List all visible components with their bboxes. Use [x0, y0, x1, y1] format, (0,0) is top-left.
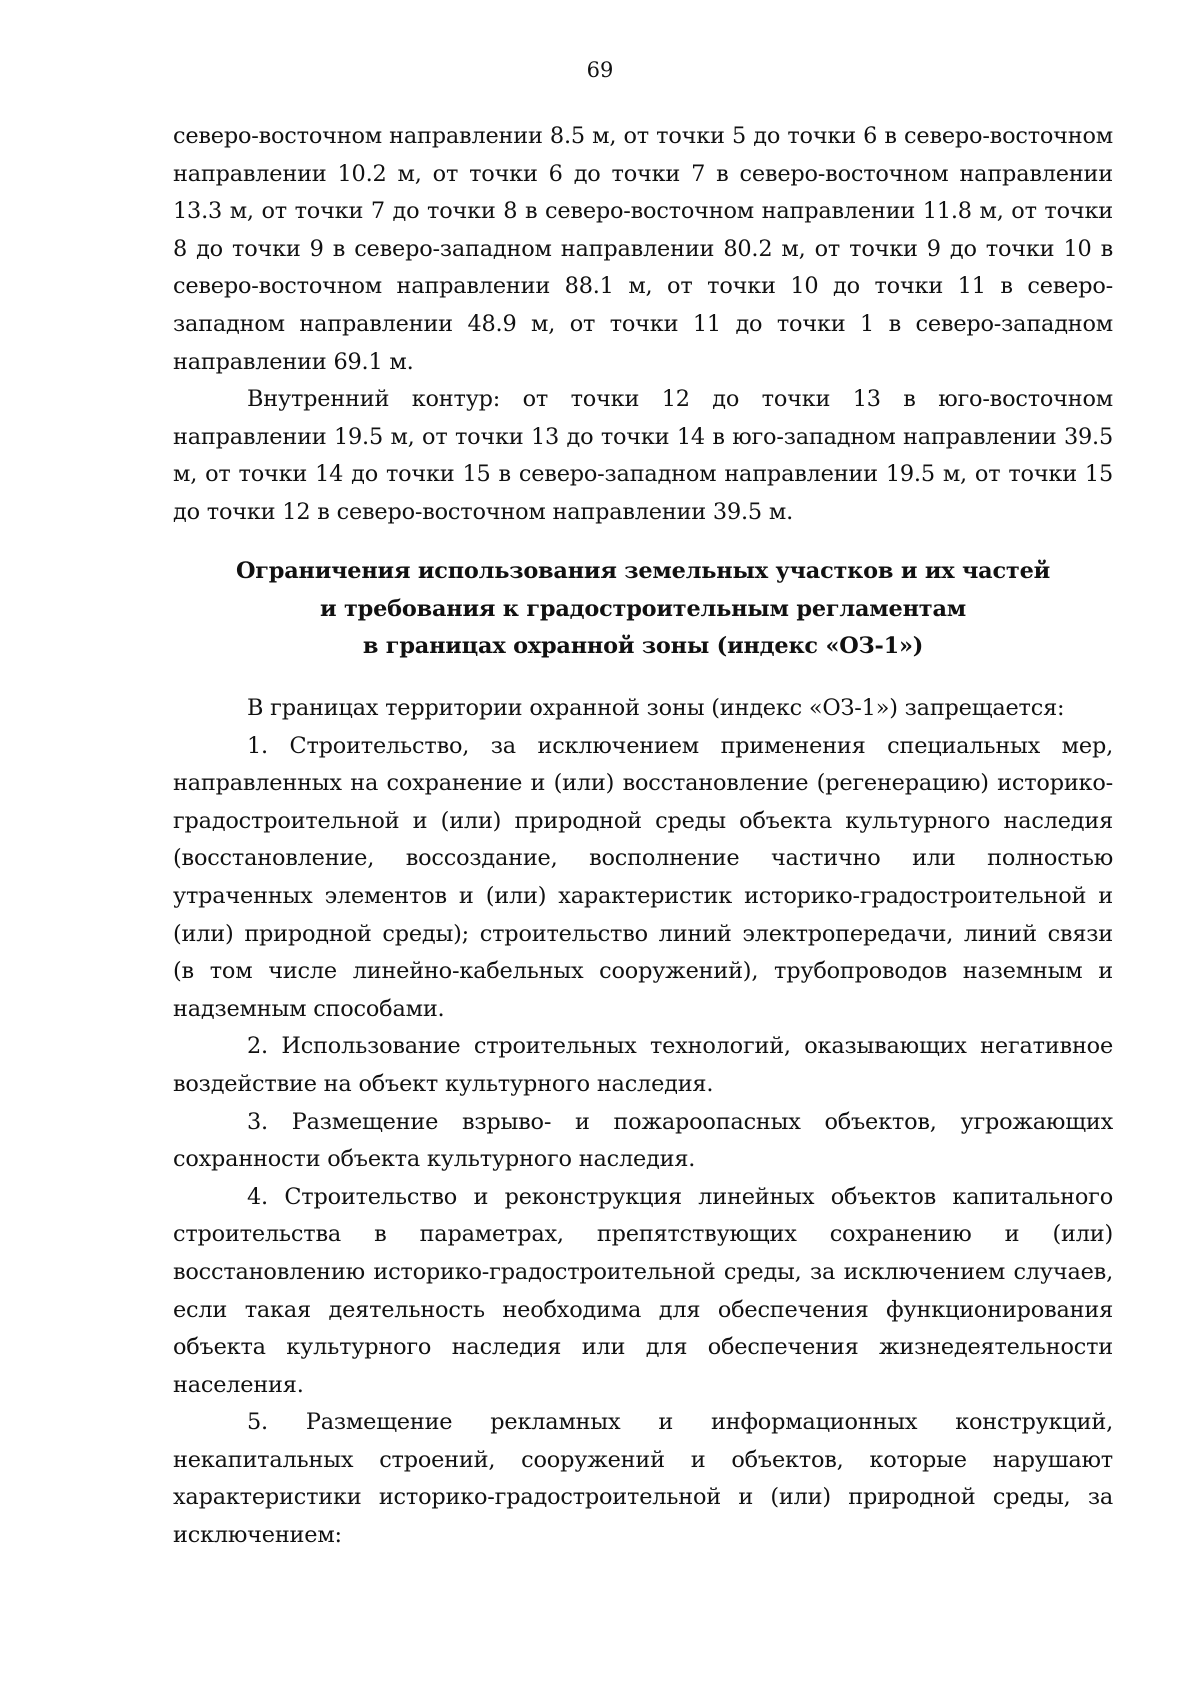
page-number: 69 — [586, 58, 614, 82]
section-text-block — [173, 690, 1113, 1555]
list-item-5: 5. Размещение рекламных и информационных конструкций, некапитальных строений, сооружений и объектов, которые нарушают характеристики историко-градостроительной и (или) природной среды, за исключением: — [173, 1409, 1113, 1549]
section-heading-line-3: в границах охранной зоны (индекс «ОЗ-1») — [362, 633, 924, 660]
section-heading — [173, 553, 1113, 666]
list-item-1: 1. Строительство, за исключением применения специальных мер, направленных на сохранение и (или) восстановление (регенерацию) историко-градостроительной и (или) природной среды объекта культурного наследия (восстановление, воссоздание, восполнение частично или полностью утраченных элементов и (или) характеристик историко-градостроительной и (или) природной среды); строительство линий электропередачи, линий связи (в том числе линейно-кабельных сооружений), трубопроводов наземным и надземным способами. — [173, 732, 1113, 1022]
paragraph-prohibitions-intro: В границах территории охранной зоны (индекс «ОЗ-1») запрещается: — [247, 695, 1065, 721]
paragraph-inner-contour: Внутренний контур: от точки 12 до точки 13 в юго-восточном направлении 19.5 м, от точки 13 до точки 14 в юго-западном направлении 39.5 м, от точки 14 до точки 15 в северо-западном направлении 19.5 м, от точки 15 до точки 12 в северо-восточном направлении 39.5 м. — [173, 386, 1113, 525]
list-item-2: 2. Использование строительных технологий, оказывающих негативное воздействие на объект культурного наследия. — [173, 1033, 1113, 1097]
paragraph-outer-contour-continuation: северо-восточном направлении 8.5 м, от точки 5 до точки 6 в северо-восточном направлении 10.2 м, от точки 6 до точки 7 в северо-восточном направлении 13.3 м, от точки 7 до точки 8 в северо-восточном направлении 11.8 м, от точки 8 до точки 9 в северо-западном направлении 80.2 м, от точки 9 до точки 10 в северо-восточном направлении 88.1 м, от точки 10 до точки 11 в северо-западном направлении 48.9 м, от точки 11 до точки 1 в северо-западном направлении 69.1 м. — [173, 123, 1113, 375]
section-heading-line-1: Ограничения использования земельных участков и их частей — [235, 558, 1051, 584]
list-item-4: 4. Строительство и реконструкция линейных объектов капитального строительства в параметрах, препятствующих сохранению и (или) восстановлению историко-градостроительной среды, за исключением случаев, если такая деятельность необходима для обеспечения функционирования объекта культурного наследия или для обеспечения жизнедеятельности населения. — [173, 1183, 1113, 1398]
intro-text-block — [173, 118, 1113, 532]
section-heading-line-2: и требования к градостроительным регламентам — [319, 595, 967, 622]
list-item-3: 3. Размещение взрыво- и пожароопасных объектов, угрожающих сохранности объекта культурного наследия. — [173, 1108, 1113, 1173]
